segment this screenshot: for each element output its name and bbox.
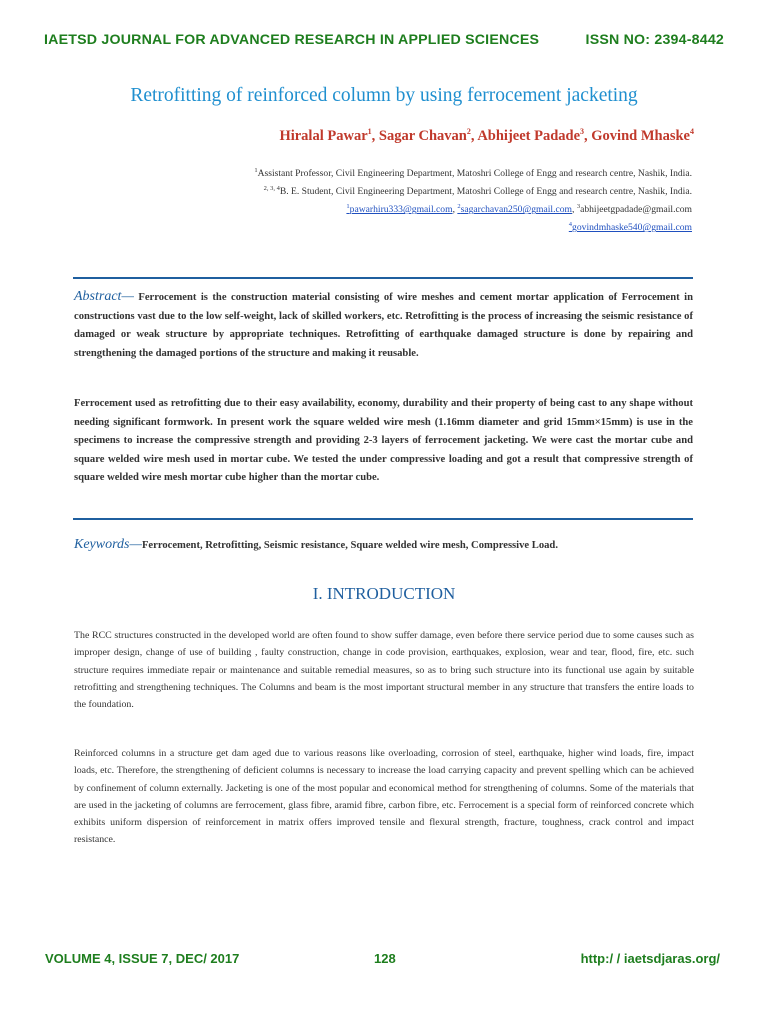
keywords-text: Ferrocement, Retrofitting, Seismic resistance, Square welded wire mesh, Compressive Load.	[141, 540, 558, 551]
affiliation-2	[264, 186, 692, 197]
author-separator: ,	[584, 127, 592, 144]
divider	[73, 277, 693, 279]
author-sup: 4	[690, 127, 694, 136]
affiliation-sup: 2, 3, 4	[263, 185, 280, 192]
paper-title: Retrofitting of reinforced column by using ferrocement jacketing	[130, 85, 638, 106]
journal-header	[44, 32, 724, 48]
abstract-paragraph-1	[74, 288, 693, 363]
keywords-label: Keywords—	[74, 537, 142, 552]
email-sup: 1	[346, 203, 350, 210]
affiliation-text: B. E. Student, Civil Engineering Department, Matoshri College of Engg and research centre, Nashik, India.	[279, 186, 692, 198]
author-list	[279, 127, 694, 145]
email-line	[569, 222, 692, 233]
author-sup: 3	[580, 127, 585, 136]
abstract-label: Abstract—	[74, 289, 134, 304]
footer-url[interactable]: http:/ / iaetsdjaras.org/	[580, 951, 720, 966]
abstract-text: Ferrocement is the construction material consisting of wire meshes and cement mortar application of Ferrocement in constructions vast due to the low self-weight, lack of skilled workers, etc. Retrofitting is the process of increasing the seismic resistance of damaged or weak structure by appropriate techniques. Retrofitting of earthquake damaged structure is done by repairing and strengthening the damaged portions of the structure and making it reusable.	[74, 292, 693, 359]
author-separator: ,	[470, 127, 478, 144]
abstract-paragraph-2: Ferrocement used as retrofitting due to their easy availability, economy, durability and their property of being cast to any shape without needing significant formwork. In present work the square welded wire mesh (1.16mm diameter and grid 15mm×15mm) is use in the specimens to increase the compressive strength and providing 2-3 layers of ferrocement jacketing. We were cast the mortar cube and square welded wire mesh used in mortar cube. We tested the under compressive loading and got a result that compressive strength of square welded wire mesh mortar cube higher than the mortar cube.	[74, 398, 693, 484]
affiliation-1	[254, 168, 692, 179]
author-separator: ,	[371, 127, 379, 144]
author-name: Sagar Chavan	[378, 127, 467, 144]
email-link[interactable]	[569, 222, 692, 233]
author-name: Abhijeet Padade	[477, 127, 581, 144]
email-sup: 2	[457, 203, 461, 210]
email-link[interactable]	[346, 204, 452, 215]
email-sup: 4	[568, 221, 573, 228]
journal-name: IAETSD JOURNAL FOR ADVANCED RESEARCH IN APPLIED SCIENCES	[44, 32, 540, 48]
issn: ISSN NO: 2394-8442	[585, 32, 724, 48]
email-line: $^1$pawarhiru333@gmail.com, $^2$sagarchavan250@gmail.com, $^3$abhijeetgpadade@gmail.com	[346, 203, 692, 216]
author-name: Hiralal Pawar	[279, 127, 368, 144]
intro-paragraph-1: The RCC structures constructed in the developed world are often found to show suffer damage, even before there service period due to some causes such as improper design, change of use of building , faulty construction, change in code provision, earthquakes, explosion, wear and tear, flood, fire, etc. such structure requires immediate repair or maintenance and suitable remedial measures, so as to bring such structure into its functional use again by suitable retrofitting and strengthening techniques. The Columns and beam is the most important structural member in any structure that transfers the entire loads to the foundation.	[74, 630, 694, 711]
author-sup: 2	[466, 127, 471, 136]
email-text: abhijeetgpadade@gmail.com	[580, 204, 692, 216]
email-sup: 3	[576, 203, 581, 210]
author-sup: 1	[367, 127, 372, 136]
intro-paragraph-2: Reinforced columns in a structure get dam aged due to various reasons like overloading, corrosion of steel, earthquake, higher wind loads, fire, impact loads, etc. Therefore, the strengthening of deficient columns is necessary to increase the load carrying capacity and prevent spelling which can be achieved by confinement of column externally. Jacketing is one of the most popular and economical method for strengthening of columns. Some of the materials that are used in the jacketing of columns are ferrocement, glass fibre, aramid fibre, carbon fibre, etc. Ferrocement is a special form of reinforced concrete which exhibits uniform dispersion of reinforcement in matrix offers improved tensile and flexural strength, fracture, toughness, crack control and impact resistance.	[74, 748, 694, 846]
email-text: pawarhiru333@gmail.com	[349, 204, 453, 216]
author-name: Govind Mhaske	[591, 127, 690, 144]
page-number: 128	[374, 951, 396, 966]
email-link[interactable]	[457, 204, 572, 215]
affiliation-sup: 1	[254, 167, 258, 174]
keywords	[74, 537, 694, 553]
email-plain	[577, 204, 692, 215]
affiliation-text: Assistant Professor, Civil Engineering Department, Matoshri College of Engg and research centre, Nashik, India.	[257, 168, 692, 180]
footer-volume: VOLUME 4, ISSUE 7, DEC/ 2017	[45, 951, 240, 966]
email-text: sagarchavan250@gmail.com	[460, 204, 573, 216]
section-heading: I. INTRODUCTION	[312, 584, 456, 603]
divider	[73, 518, 693, 520]
email-text: govindmhaske540@gmail.com	[572, 222, 692, 234]
